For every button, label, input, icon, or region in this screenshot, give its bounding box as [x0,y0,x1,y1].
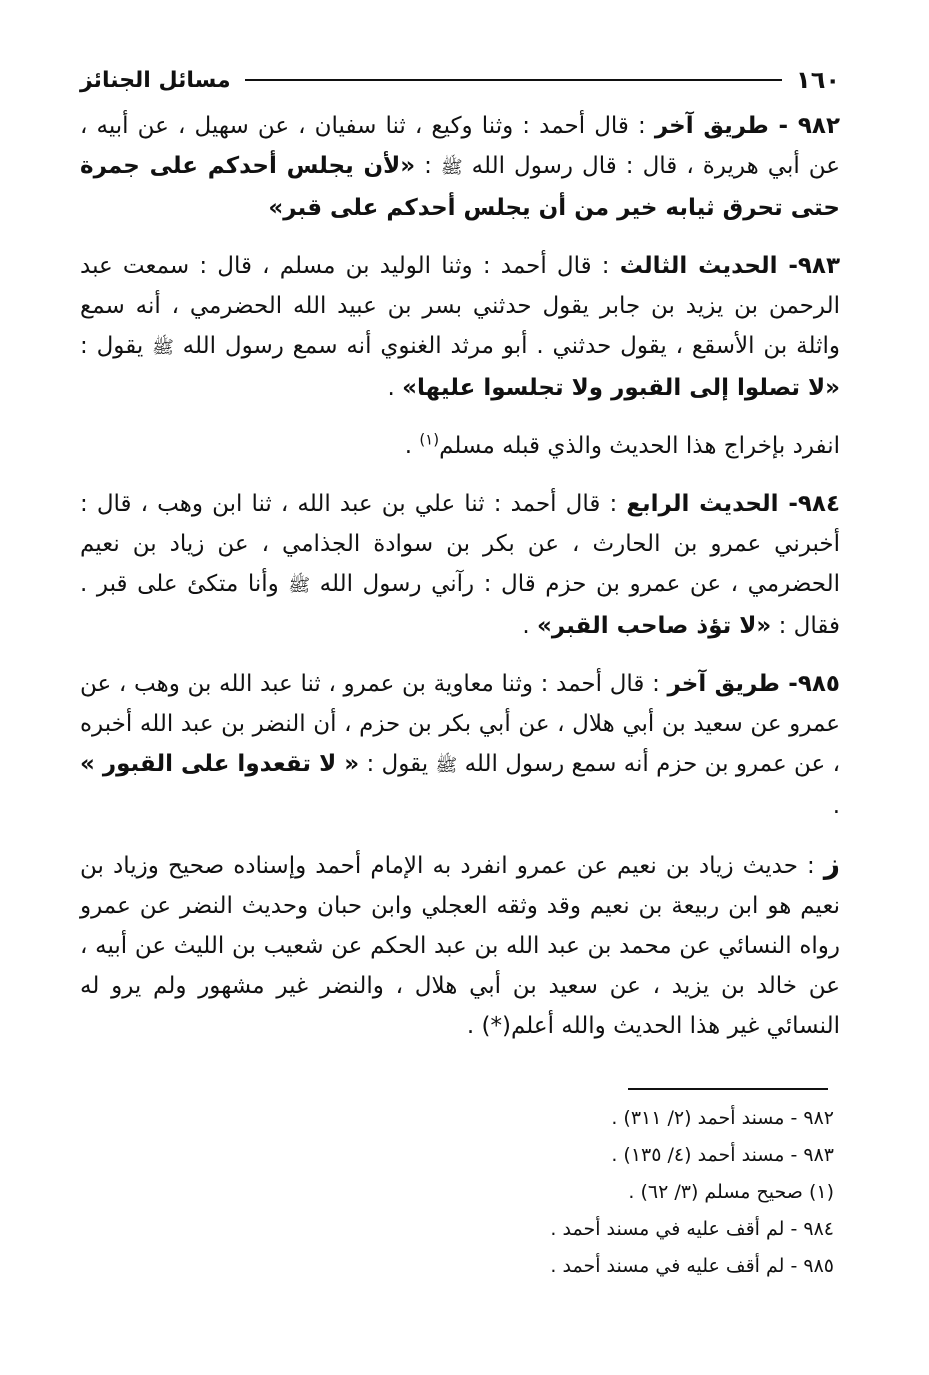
hadith-paragraph-983: ٩٨٣- الحديث الثالث : قال أحمد : وثنا الوليد بن مسلم ، قال : سمعت عبد الرحمن بن يزيد بن جابر يقول حدثني بسر بن عبيد الله الحضرمي ، أنه سمع واثلة بن الأسقع ، يقول حدثني . أبو مرثد الغنوي أنه سمع رسول الله ﷺ يقول : «لا تصلوا إلى القبور ولا تجلسوا عليها» . [80,253,841,401]
hadith-paragraph-985: ٩٨٥- طريق آخر : قال أحمد : وثنا معاوية بن عمرو ، ثنا عبد الله بن وهب ، عن عمرو عن سعيد بن أبي هلال ، عن أبي بكر بن حزم ، أن النضر بن عبد الله أخبره ، عن عمرو بن حزم أنه سمع رسول الله ﷺ يقول : « لا تقعدوا على القبور » . [80,671,841,819]
section-label: الحديث الثالث [619,253,778,279]
isnad-text: : قال أحمد : ثنا علي بن عبد الله ، ثنا ابن وهب ، قال : أخبرني عمرو بن الحارث ، عن بكر بن سوادة الجذامي ، عن زياد بن نعيم الحضرمي ، عن عمرو بن حزم قال : رآني رسول الله [80,491,841,597]
trailing-punct: . [404,433,420,459]
commentary-marker: ز [823,847,840,880]
salla-glyph: ﷺ [152,337,174,358]
hadith-matn: «لا تصلوا إلى القبور ولا تجلسوا عليها» [402,375,840,401]
hadith-paragraph-982: ٩٨٢ - طريق آخر : قال أحمد : وثنا وكيع ، ثنا سفيان ، عن سهيل ، عن أبيه ، عن أبي هريرة ، قال : قال رسول الله ﷺ : «لأن يجلس أحدكم على جمرة حتى تحرق ثيابه خير من أن يجلس أحدكم على قبر» [80,113,841,221]
salla-glyph: ﷺ [440,157,463,178]
section-label: طريق آخر [667,671,780,697]
footnote-item: ٩٨٢ - مسند أحمد (٢/ ٣١١) . [611,1107,834,1129]
page-header [80,60,840,100]
footnotes [300,1100,834,1285]
header-rule [245,79,782,81]
trailing-punct: . [522,613,537,639]
hadith-number: ٩٨٥ [797,671,840,697]
commentary-text: : حديث زياد بن نعيم عن عمرو انفرد به الإمام أحمد وإسناده صحيح وزياد بن نعيم هو ابن ربيعة بن نعيم وقد وثقه العجلي وابن حبان وحديث النضر عن عمرو رواه النسائي عن محمد بن عبد الله بن عبد الحكم عن شعيب بن الليث عن أبيه ، عن خالد بن يزيد ، عن سعيد بن أبي هلال ، والنضر غير مشهور ولم يرو له النسائي غير هذا الحديث والله أعلم(*) . [80,853,840,1039]
footnote-item: ٩٨٤ - لم أقف عليه في مسند أحمد . [550,1218,834,1240]
isnad-text: : قال أحمد : وثنا وكيع ، ثنا سفيان ، عن سهيل ، عن أبيه ، عن أبي هريرة ، قال : قال رسول الله [80,113,841,179]
hadith-matn: « لا تقعدوا على القبور » [80,751,360,777]
trailing-punct: . [387,375,403,401]
isnad-text: : قال أحمد : وثنا الوليد بن مسلم ، قال : سمعت عبد الرحمن بن يزيد بن جابر يقول حدثني بسر بن عبيد الله الحضرمي ، أنه سمع واثلة بن الأسقع ، يقول حدثني . أبو مرثد الغنوي أنه سمع رسول الله [80,253,840,359]
footnote-item: ٩٨٣ - مسند أحمد (٤/ ١٣٥) . [611,1144,834,1166]
section-label: الحديث الرابع [626,491,779,517]
footnote-marker: (١) [419,430,440,449]
connector-text: : [415,153,441,179]
page-number: ١٦٠ [796,66,840,94]
hadith-number: ٩٨٣ [797,253,841,279]
footnote-rule [628,1088,828,1090]
hadith-paragraph-984: ٩٨٤- الحديث الرابع : قال أحمد : ثنا علي بن عبد الله ، ثنا ابن وهب ، قال : أخبرني عمرو بن الحارث ، عن بكر بن سوادة الجذامي ، عن زياد بن نعيم الحضرمي ، عن عمرو بن حزم قال : رآني رسول الله ﷺ وأنا متكئ على قبر . فقال : «لا تؤذ صاحب القبر» . [80,491,841,639]
running-title: مسائل الجنائز [80,67,231,93]
salla-glyph: ﷺ [435,755,458,776]
section-label: طريق آخر [654,113,769,139]
connector-text: يقول : [359,751,436,777]
isnad-text: : قال أحمد : وثنا معاوية بن عمرو ، ثنا عبد الله بن وهب ، عن عمرو عن سعيد بن أبي هلال ، عن أبي بكر بن حزم ، أن النضر بن عبد الله أخبره ، عن عمرو بن حزم أنه سمع رسول الله [80,671,841,777]
hadith-matn: «لأن يجلس أحدكم على جمرة حتى تحرق ثيابه خير من أن يجلس أحدكم على قبر» [80,153,840,221]
salla-glyph: ﷺ [288,575,311,596]
main-text [80,106,840,1064]
commentary-paragraph [80,844,840,1046]
hadith-number: ٩٨٢ [797,113,840,139]
footnote-item: (١) صحيح مسلم (٣/ ٦٢) . [628,1181,834,1203]
hadith-matn: «لا تؤذ صاحب القبر» [536,613,772,639]
note-text: انفرد بإخراج هذا الحديث والذي قبله مسلم [439,433,840,459]
hadith-number: ٩٨٤ [797,491,840,517]
connector-text: يقول : [80,333,153,359]
note-paragraph [80,426,840,466]
trailing-punct: . [832,793,840,819]
connector-text: وأنا متكئ على قبر . فقال : [80,571,840,639]
footnote-item: ٩٨٥ - لم أقف عليه في مسند أحمد . [550,1255,834,1277]
